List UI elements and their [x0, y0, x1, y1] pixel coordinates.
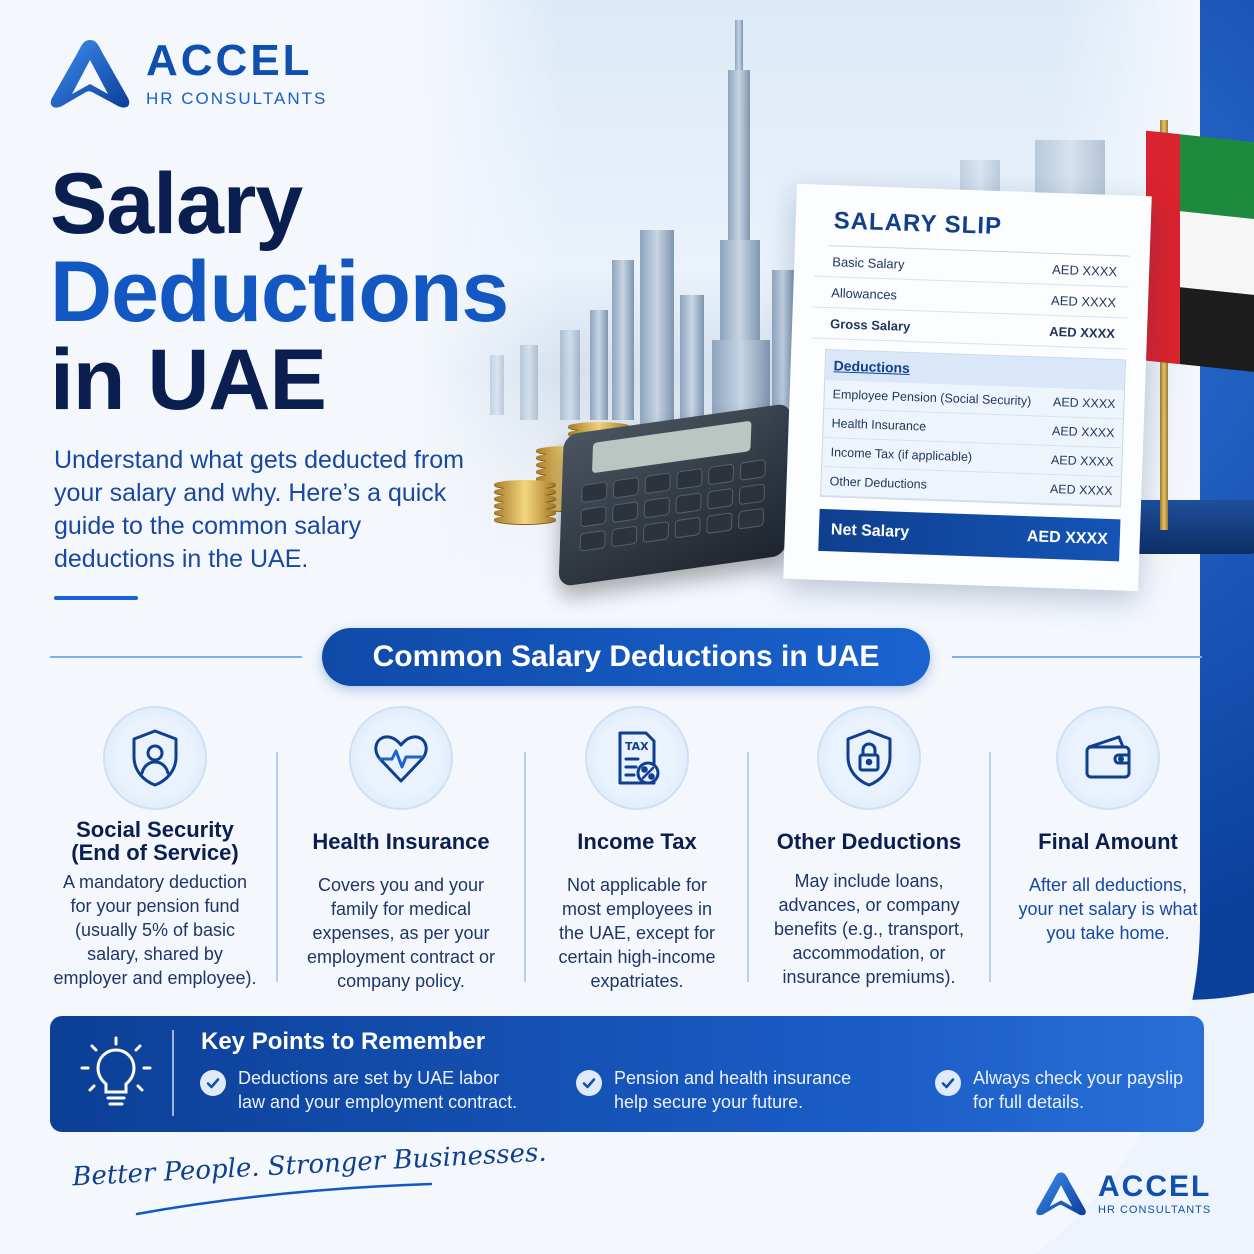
brand-logo	[48, 36, 327, 112]
slip-earnings	[812, 246, 1130, 350]
slip-deduction-row: Health Insurance AED XXXX	[823, 409, 1123, 448]
tagline: Better People. Stronger Businesses.	[71, 1137, 548, 1193]
slip-deduction-row: Other Deductions AED XXXX	[821, 467, 1121, 506]
card-text: A mandatory deduction for your pension fund (usually 5% of basic salary, shared by employer and employee).	[53, 872, 257, 988]
slip-row: Allowances AED XXXX	[813, 277, 1129, 319]
coin-stack	[494, 482, 556, 524]
section-rule-left	[50, 656, 302, 658]
section-rule-right	[952, 656, 1202, 658]
card-text: After all deductions, your net salary is what you take home.	[1018, 875, 1198, 943]
title-line-3: in UAE	[50, 332, 326, 428]
card-title: Social Security (End of Service)	[71, 817, 239, 865]
card-text: May include loans, advances, or company benefits (e.g., transport, accommodation, or insurance premiums).	[773, 871, 965, 987]
section-title: Common Salary Deductions in UAE	[322, 628, 930, 686]
card-title: Final Amount	[1038, 829, 1178, 854]
slip-row-gross: Gross Salary AED XXXX	[812, 308, 1128, 350]
card-text: Not applicable for most employees in the UAE, except for certain high-income expatriates.	[558, 875, 716, 991]
card-title: Other Deductions	[776, 829, 962, 854]
slip-row: Basic Salary AED XXXX	[814, 246, 1130, 288]
slip-deductions-heading: Deductions	[825, 350, 1125, 390]
title-line-2: Deductions	[50, 244, 509, 340]
net-salary-value: AED XXXX	[1026, 528, 1109, 548]
brand-name: ACCEL	[1098, 1170, 1212, 1203]
column-divider	[276, 752, 278, 982]
deduction-card-income-tax	[548, 706, 726, 993]
svg-text:TAX: TAX	[625, 740, 649, 753]
intro-text: Understand what gets deducted from your salary and why. Here’s a quick guide to the common salary deductions in the UAE.	[54, 446, 464, 573]
check-icon	[200, 1070, 226, 1096]
slip-deduction-row: Employee Pension (Social Security) AED XXXX	[824, 380, 1124, 419]
title-line-1: Salary	[50, 156, 303, 252]
slip-net-salary	[818, 509, 1120, 561]
key-points-title: Key Points to Remember	[201, 1028, 486, 1055]
lightbulb-icon	[80, 1036, 152, 1112]
key-point	[576, 1066, 876, 1114]
uae-flag-icon	[1146, 131, 1254, 376]
accent-rule	[54, 596, 138, 600]
brand-subtitle: HR CONSULTANTS	[146, 89, 328, 108]
key-point	[200, 1066, 530, 1114]
check-icon	[935, 1070, 961, 1096]
tax-document-icon	[585, 706, 689, 810]
slip-title: SALARY SLIP	[833, 207, 1003, 241]
tagline-underline	[135, 1180, 435, 1220]
slip-deductions	[820, 349, 1126, 507]
column-divider	[989, 752, 991, 982]
accel-logo-icon	[1034, 1170, 1088, 1218]
page-title	[50, 156, 509, 428]
key-point	[935, 1066, 1185, 1114]
salary-slip	[783, 184, 1152, 591]
deduction-card-social-security	[52, 706, 258, 990]
footer-logo	[1034, 1170, 1211, 1218]
card-title: Health Insurance	[312, 829, 490, 854]
key-point-text: Deductions are set by UAE labor law and your employment contract.	[238, 1068, 518, 1112]
heart-pulse-icon	[349, 706, 453, 810]
shield-lock-icon	[817, 706, 921, 810]
column-divider	[747, 752, 749, 982]
shield-person-icon	[103, 706, 207, 810]
column-divider	[524, 752, 526, 982]
key-points-divider	[172, 1030, 174, 1116]
deduction-card-other	[768, 706, 970, 989]
deduction-card-final-amount	[1010, 706, 1206, 945]
accel-logo-icon	[48, 36, 132, 112]
card-text: Covers you and your family for medical expenses, as per your employment contract or company policy.	[306, 875, 496, 991]
card-title: Income Tax	[577, 829, 697, 854]
wallet-icon	[1056, 706, 1160, 810]
net-salary-label: Net Salary	[830, 521, 910, 542]
slip-deduction-row: Income Tax (if applicable) AED XXXX	[822, 438, 1122, 477]
key-point-text: Pension and health insurance help secure your future.	[614, 1068, 852, 1112]
deduction-card-health-insurance	[300, 706, 502, 993]
key-point-text: Always check your payslip for full details.	[973, 1068, 1184, 1112]
brand-subtitle: HR CONSULTANTS	[1098, 1204, 1212, 1216]
check-icon	[576, 1070, 602, 1096]
brand-name: ACCEL	[146, 36, 313, 85]
